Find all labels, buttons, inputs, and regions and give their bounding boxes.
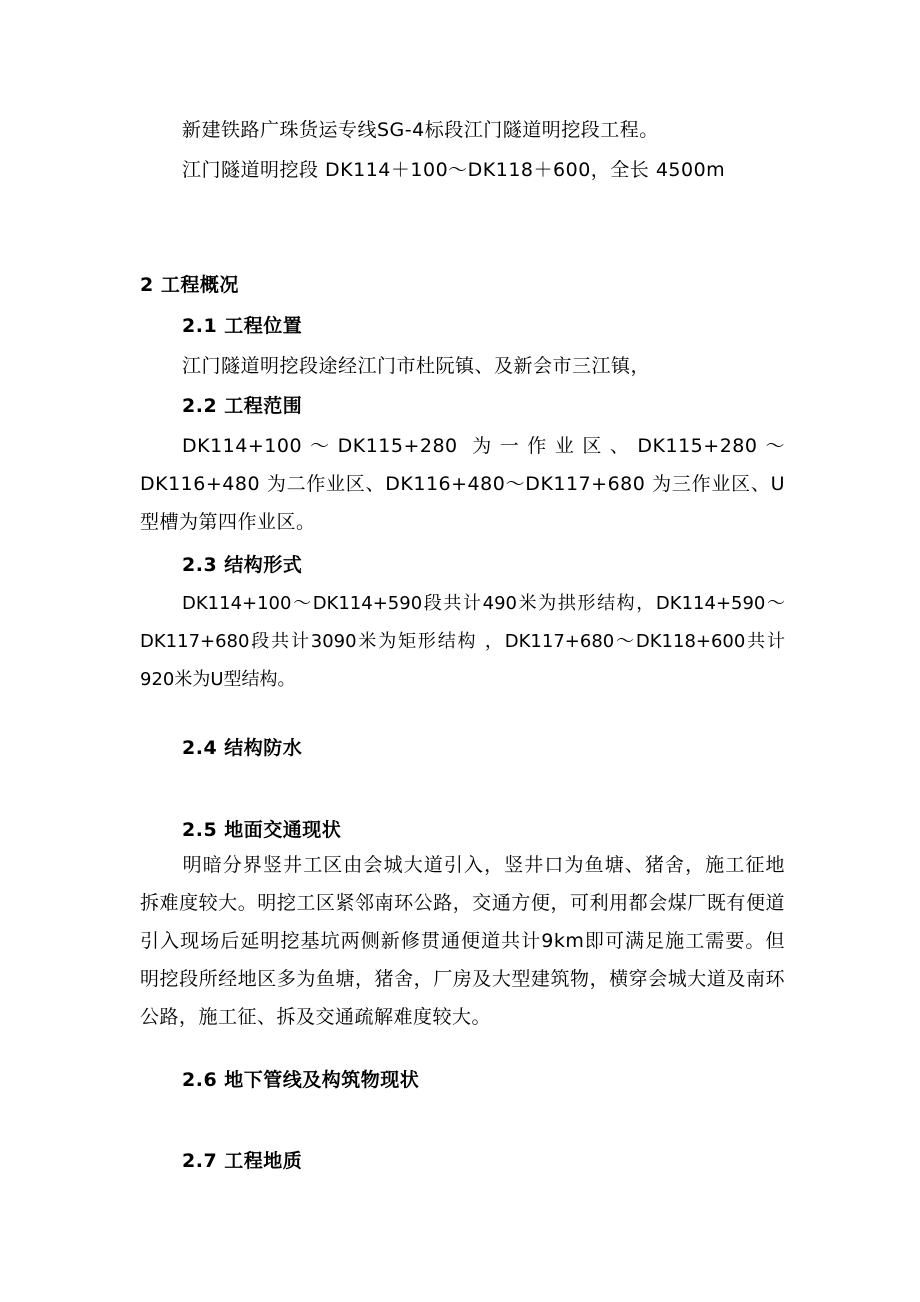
section-2-5-text: 明暗分界竖井工区由会城大道引入，竖井口为鱼塘、猪舍，施工征地拆难度较大。明挖工区紧邻南环公路，交通方便，可利用都会煤厂既有便道引入现场后延明挖基坑两侧新修贯通便道共计9km即可满足施工需要。但明挖段所经地区多为鱼塘，猪舍，厂房及大型建筑物，横穿会城大道及南环公路，施工征、拆及交通疏解难度较大。 [140, 854, 785, 1028]
section-2-7-heading: 2.7 工程地质 [182, 1150, 303, 1172]
section-2-3-text: DK114+100～DK114+590段共计490米为拱形结构，DK114+590～DK117+680段共计3090米为矩形结构 ，DK117+680～DK118+600共计920米为U型结构。 [140, 593, 785, 690]
section-2-2-heading: 2.2 工程范围 [182, 395, 303, 417]
section-2-5-heading: 2.5 地面交通现状 [182, 819, 342, 841]
section-2-1-heading: 2.1 工程位置 [182, 315, 303, 337]
intro-line-project: 新建铁路广珠货运专线SG-4标段江门隧道明挖段工程。 [182, 119, 659, 141]
section-2-6-heading: 2.6 地下管线及构筑物现状 [182, 1069, 420, 1091]
section-2-2-paragraph [140, 427, 785, 541]
section-2-1-text: 江门隧道明挖段途经江门市杜阮镇、及新会市三江镇， [182, 355, 651, 377]
section-2-heading: 2 工程概况 [140, 274, 239, 296]
section-2-3-heading: 2.3 结构形式 [182, 554, 303, 576]
section-2-5-paragraph [140, 846, 785, 1036]
section-2-2-text: DK114+100～DK115+280 为一作业区、DK115+280～DK116+480 为二作业区、DK116+480～DK117+680 为三作业区、U 型槽为第四作业区。 [140, 435, 785, 533]
section-2-4-heading: 2.4 结构防水 [182, 737, 303, 759]
intro-line-extent: 江门隧道明挖段 DK114＋100～DK118＋600，全长 4500m [182, 159, 726, 181]
section-2-3-paragraph [140, 585, 785, 699]
